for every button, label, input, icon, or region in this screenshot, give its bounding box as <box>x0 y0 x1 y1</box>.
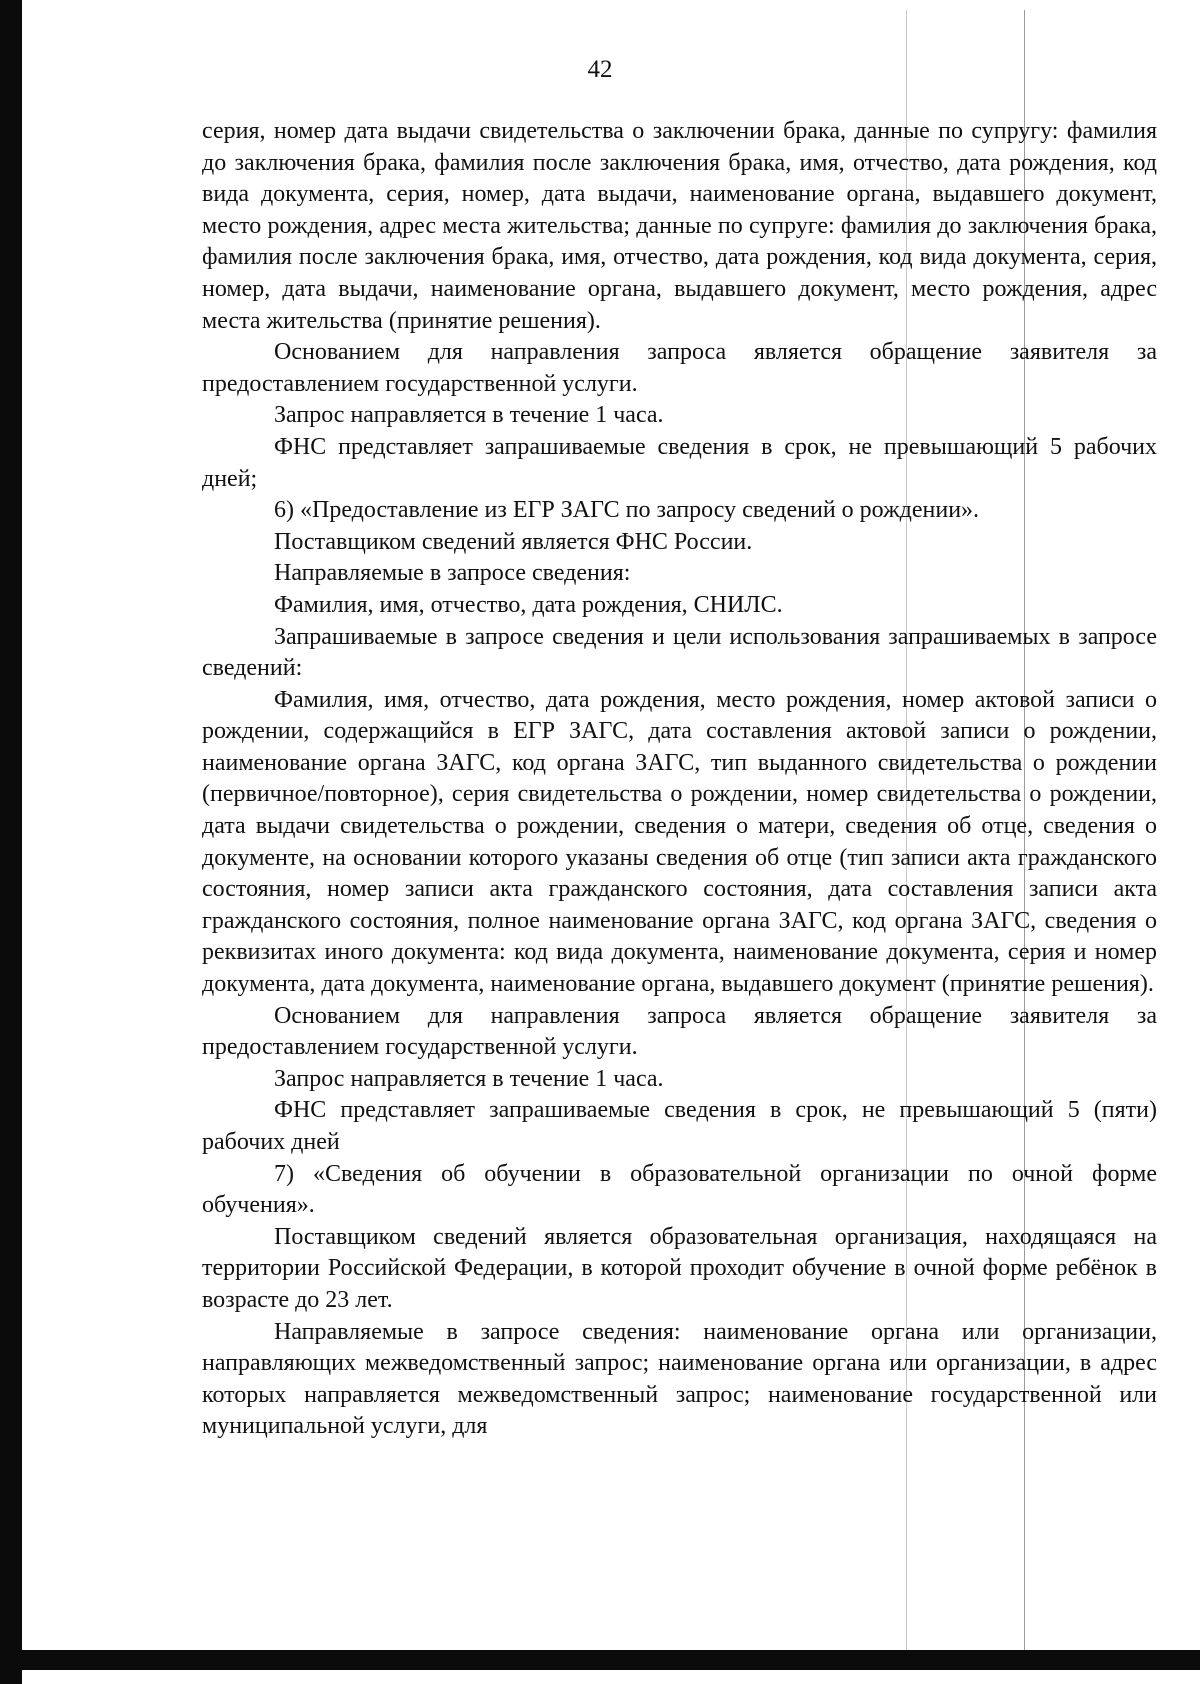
paragraph: Фамилия, имя, отчество, дата рождения, место рождения, номер актовой записи о рождении, содержащийся в ЕГР ЗАГС, дата составления актовой записи о рождении, наименование органа ЗАГС, код органа ЗАГС, тип выданного свидетельства о рождении (первичное/повторное), серия свидетельства о рождении, номер свидетельства о рождении, дата выдачи свидетельства о рождении, сведения о матери, сведения об отце, сведения о документе, на основании которого указаны сведения об отце (тип записи акта гражданского состояния, номер записи акта гражданского состояния, дата составления записи акта гражданского состояния, полное наименование органа ЗАГС, код органа ЗАГС, сведения о реквизитах иного документа: код вида документа, наименование документа, серия и номер документа, дата документа, наименование органа, выдавшего документ (принятие решения). <box>202 686 1157 998</box>
paragraph: ФНС представляет запрашиваемые сведения в срок, не превышающий 5 (пяти) рабочих дней <box>202 1097 1157 1155</box>
scan-left-border <box>0 0 22 1684</box>
paragraph: 6) «Предоставление из ЕГР ЗАГС по запросу сведений о рождении». <box>274 497 980 524</box>
paragraph: Поставщиком сведений является ФНС России. <box>274 528 753 555</box>
scan-bottom-border <box>0 1650 1200 1670</box>
paragraph: 7) «Сведения об обучении в образовательной организации по очной форме обучения». <box>202 1160 1157 1219</box>
paragraph: Основанием для направления запроса является обращение заявителя за предоставлением государственной услуги. <box>202 339 1157 397</box>
paragraph: Основанием для направления запроса является обращение заявителя за предоставлением государственной услуги. <box>202 1002 1157 1061</box>
paragraph: серия, номер дата выдачи свидетельства о заключении брака, данные по супругу: фамилия до заключения брака, фамилия после заключения брака, имя, отчество, дата рождения, код вида документа, серия, номер, дата выдачи, наименование органа, выдавшего документ, место рождения, адрес места жительства; данные по супруге: фамилия до заключения брака, фамилия после заключения брака, имя, отчество, дата рождения, код вида документа, серия, номер, дата выдачи, наименование органа, выдавшего документ, место рождения, адрес места жительства (принятие решения). <box>202 118 1157 334</box>
paragraph: Направляемые в запросе сведения: наименование органа или организации, направляющих межведомственный запрос; наименование органа или организации, в адрес которых направляется межведомственный запрос; наименование государственной или муниципальной услуги, для <box>202 1318 1157 1440</box>
paragraph: Направляемые в запросе сведения: <box>274 560 631 587</box>
paragraph: Запрос направляется в течение 1 часа. <box>274 1065 664 1092</box>
paragraph: Запрашиваемые в запросе сведения и цели использования запрашиваемых в запросе сведений: <box>202 623 1157 682</box>
paragraph: Поставщиком сведений является образовательная организация, находящаяся на территории Российской Федерации, в которой проходит обучение в очной форме ребёнок в возрасте до 23 лет. <box>202 1223 1157 1313</box>
document-body <box>202 116 1157 1443</box>
paragraph: Фамилия, имя, отчество, дата рождения, СНИЛС. <box>274 591 783 618</box>
page-number: 42 <box>587 56 613 83</box>
paragraph: Запрос направляется в течение 1 часа. <box>274 402 664 429</box>
paragraph: ФНС представляет запрашиваемые сведения в срок, не превышающий 5 рабочих дней; <box>202 433 1157 492</box>
